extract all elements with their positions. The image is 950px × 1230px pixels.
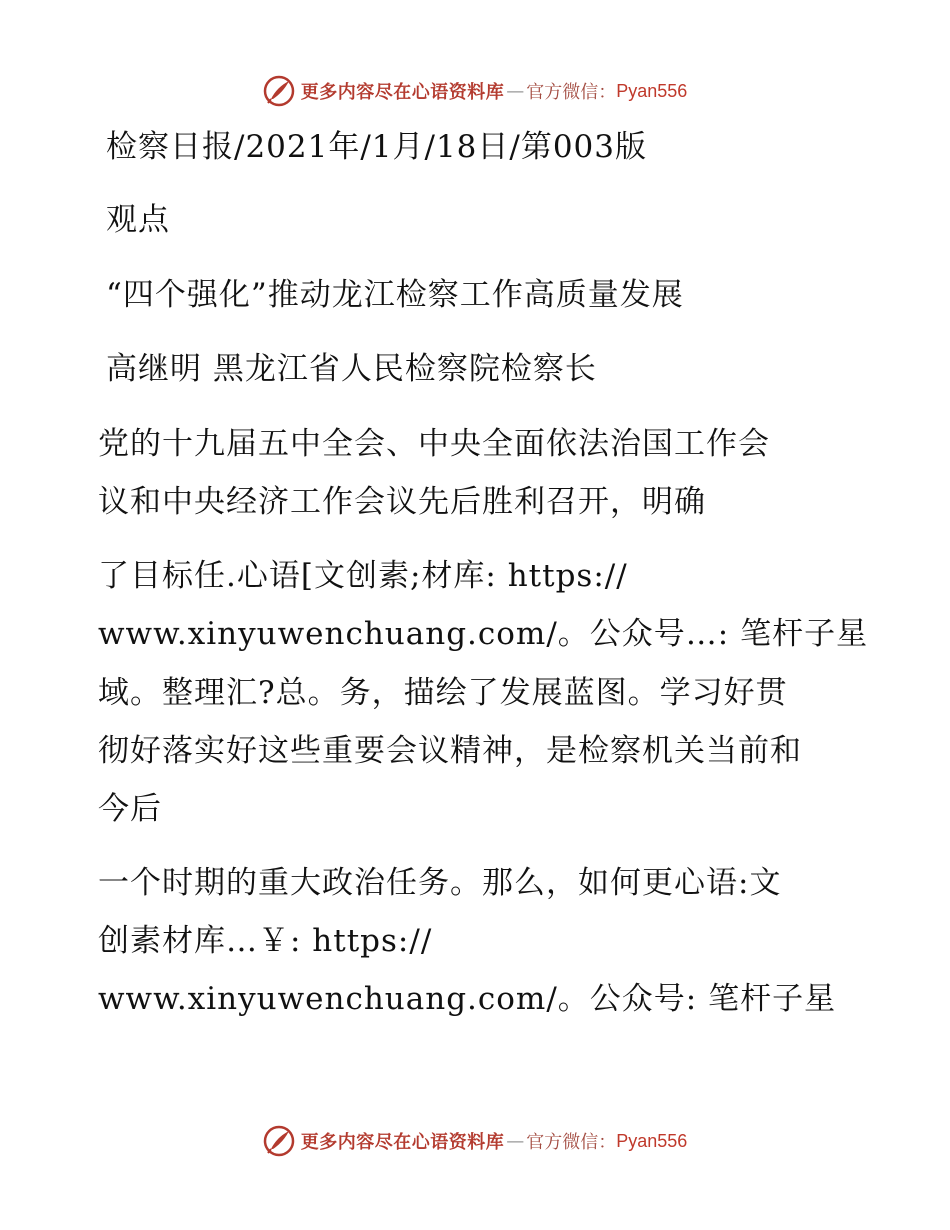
feather-pen-icon bbox=[263, 1125, 295, 1157]
watermark-wechat-id: Pyan556 bbox=[616, 1130, 688, 1151]
body-line: 彻好落实好这些重要会议精神，是检察机关当前和 bbox=[98, 733, 802, 769]
body-line: www.xinyuwenchuang.com/。公众号…: 笔杆子星 bbox=[98, 616, 869, 652]
body-line: 创素材库…￥: https:// bbox=[98, 923, 433, 959]
watermark-wechat-id: Pyan556 bbox=[616, 80, 688, 101]
article-byline: 高继明 黑龙江省人民检察院检察长 bbox=[106, 351, 597, 387]
article-section: 观点 bbox=[106, 202, 170, 238]
watermark-sub-text: 官方微信： bbox=[526, 82, 617, 103]
body-line: 域。整理汇?总。务，描绘了发展蓝图。学习好贯 bbox=[98, 675, 788, 711]
watermark-separator: — bbox=[506, 1130, 525, 1152]
article-meta-line: 检察日报/2021年/1月/18日/第003版 bbox=[106, 129, 648, 165]
feather-pen-icon bbox=[263, 75, 295, 107]
body-line: www.xinyuwenchuang.com/。公众号: 笔杆子星 bbox=[98, 981, 837, 1017]
body-line: 议和中央经济工作会议先后胜利召开，明确 bbox=[98, 484, 706, 520]
watermark-separator: — bbox=[506, 80, 525, 102]
body-line: 今后 bbox=[98, 791, 162, 827]
watermark-banner-top bbox=[0, 71, 950, 111]
body-line: 了目标任.心语[文创素;材库: https:// bbox=[98, 558, 628, 594]
watermark-main-text: 更多内容尽在心语资料库 bbox=[300, 82, 505, 103]
watermark-sub-text: 官方微信： bbox=[526, 1132, 617, 1153]
watermark-main-text: 更多内容尽在心语资料库 bbox=[300, 1132, 505, 1153]
article-title: “四个强化”推动龙江检察工作高质量发展 bbox=[106, 277, 684, 313]
body-line: 一个时期的重大政治任务。那么，如何更心语:文 bbox=[98, 865, 782, 901]
body-line: 党的十九届五中全会、中央全面依法治国工作会 bbox=[98, 426, 770, 462]
watermark-banner-bottom bbox=[0, 1121, 950, 1161]
